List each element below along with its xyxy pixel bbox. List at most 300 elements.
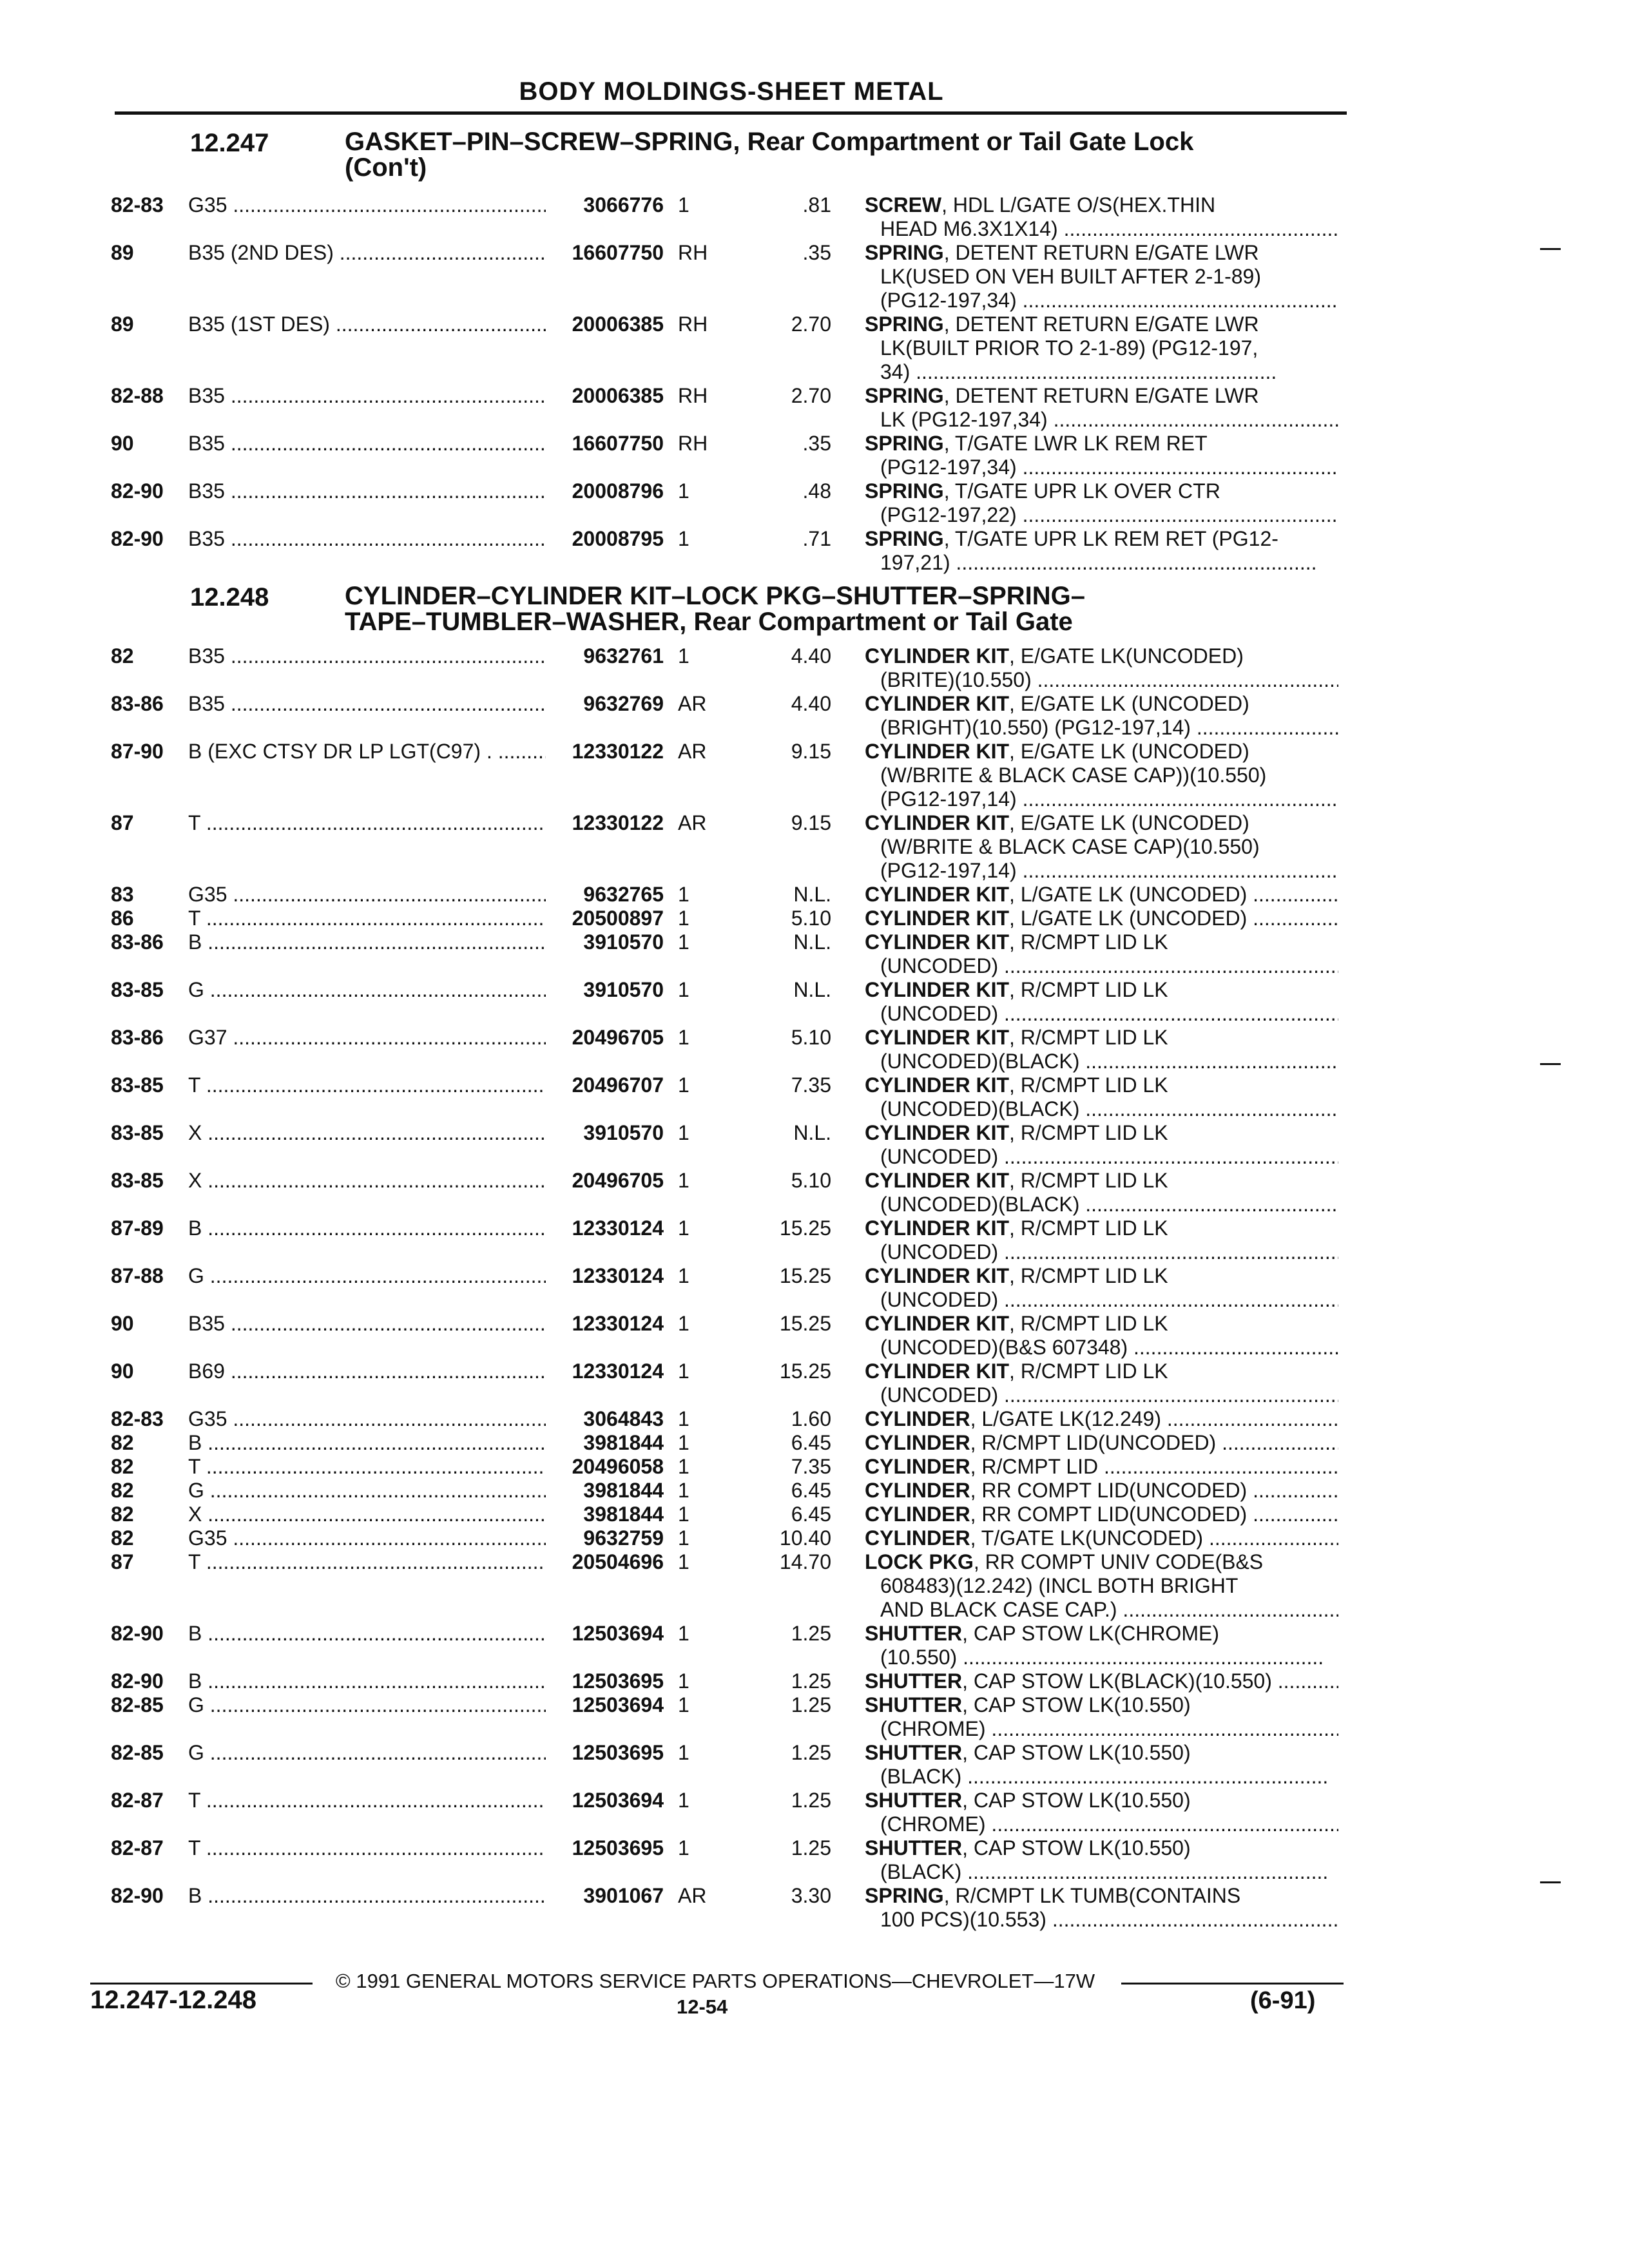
row-quantity: AR [678, 811, 707, 834]
row-model: T ..... [188, 907, 546, 930]
description-line [865, 241, 1338, 265]
row-part-number: 12330124 [572, 1312, 664, 1335]
row-year: 82 [111, 1526, 134, 1550]
row-quantity: 1 [678, 1669, 689, 1693]
description-keyword: CYLINDER KIT [865, 1073, 1009, 1097]
row-quantity: 1 [678, 527, 689, 550]
row-price: 1.25 [791, 1741, 831, 1764]
row-model: X ..... [188, 1169, 546, 1193]
row-quantity: 1 [678, 1026, 689, 1049]
row-year: 89 [111, 312, 134, 336]
margin-mark [1540, 1881, 1561, 1883]
section-title-line: GASKET–PIN–SCREW–SPRING, Rear Compartment or Tail Gate Lock [345, 128, 1194, 156]
row-quantity: AR [678, 1884, 707, 1907]
description-line [865, 930, 1338, 954]
row-model: B35 ..... [188, 527, 546, 551]
row-year: 82-85 [111, 1741, 164, 1764]
section-title-line: TAPE–TUMBLER–WASHER, Rear Compartment or Tail Gate [345, 608, 1073, 636]
row-model: G35 ..... [188, 193, 546, 217]
description-detail: , DETENT RETURN E/GATE LWR [943, 384, 1259, 407]
description-detail: , E/GATE LK (UNCODED) [1009, 692, 1249, 715]
description-detail: , CAP STOW LK(BLACK)(10.550) [962, 1669, 1272, 1693]
description-keyword: CYLINDER KIT [865, 1312, 1009, 1335]
row-price: .81 [802, 193, 831, 216]
description-line [865, 312, 1338, 336]
row-description [865, 811, 1338, 883]
description-line [865, 1693, 1338, 1717]
description-line [865, 1836, 1338, 1860]
row-part-number: 12503694 [572, 1622, 664, 1645]
description-detail: , R/CMPT LID [970, 1455, 1099, 1478]
row-part-number: 3910570 [583, 1121, 664, 1144]
row-quantity: RH [678, 241, 708, 264]
description-line [865, 193, 1338, 217]
description-keyword: CYLINDER KIT [865, 644, 1009, 668]
row-description [865, 1073, 1338, 1121]
description-keyword: SHUTTER [865, 1741, 963, 1764]
row-price: 5.10 [791, 907, 831, 930]
row-part-number: 16607750 [572, 241, 664, 264]
description-detail: , T/GATE LWR LK REM RET [943, 432, 1208, 455]
description-line [865, 740, 1338, 764]
row-year: 82-90 [111, 1622, 164, 1645]
row-part-number: 20504696 [572, 1550, 664, 1573]
description-line: (BLACK) ..... [865, 1860, 1338, 1884]
row-quantity: 1 [678, 1622, 689, 1645]
row-price: N.L. [793, 883, 831, 906]
description-line [865, 1407, 1338, 1431]
row-part-number: 20500897 [572, 907, 664, 930]
row-description [865, 692, 1338, 740]
row-part-number: 9632759 [583, 1526, 664, 1550]
margin-mark [1540, 248, 1561, 250]
row-price: 2.70 [791, 384, 831, 407]
description-line: (UNCODED) ..... [865, 954, 1338, 978]
row-quantity: 1 [678, 1407, 689, 1430]
description-line: (PG12-197,14) ..... [865, 787, 1338, 811]
row-year: 90 [111, 1360, 134, 1383]
row-price: 6.45 [791, 1503, 831, 1526]
row-price: 9.15 [791, 811, 831, 834]
row-quantity: 1 [678, 1169, 689, 1192]
row-year: 83-86 [111, 930, 164, 954]
row-part-number: 12503695 [572, 1741, 664, 1764]
description-line: (UNCODED)(BLACK) ..... [865, 1193, 1338, 1216]
row-part-number: 12330122 [572, 740, 664, 763]
row-model: G35 ..... [188, 1526, 546, 1550]
description-line: LK(USED ON VEH BUILT AFTER 2-1-89) [880, 265, 1261, 288]
row-part-number: 3066776 [583, 193, 664, 216]
row-price: 1.25 [791, 1622, 831, 1645]
row-part-number: 12503694 [572, 1693, 664, 1716]
description-line: HEAD M6.3X1X14) ..... [865, 217, 1338, 241]
description-line [865, 1431, 1338, 1455]
row-year: 82-83 [111, 1407, 164, 1430]
row-price: 5.10 [791, 1026, 831, 1049]
row-quantity: 1 [678, 1503, 689, 1526]
description-line: 100 PCS)(10.553) ..... [865, 1908, 1338, 1932]
row-year: 87-90 [111, 740, 164, 763]
row-year: 89 [111, 241, 134, 264]
row-part-number: 9632761 [583, 644, 664, 668]
description-keyword: SHUTTER [865, 1669, 963, 1693]
row-quantity: RH [678, 432, 708, 455]
description-line [865, 1264, 1338, 1288]
footer-section-range: 12.247-12.248 [90, 1986, 257, 2014]
row-year: 82-85 [111, 1693, 164, 1716]
description-line: (PG12-197,14) ..... [865, 859, 1338, 883]
row-year: 83-85 [111, 1169, 164, 1192]
description-keyword: CYLINDER KIT [865, 1121, 1009, 1144]
section-title-line: CYLINDER–CYLINDER KIT–LOCK PKG–SHUTTER–SPRING– [345, 582, 1086, 610]
row-price: 3.30 [791, 1884, 831, 1907]
description-detail: , CAP STOW LK(CHROME) [962, 1622, 1219, 1645]
row-model: B (EXC CTSY DR LP LGT(C97) . ..... [188, 740, 546, 764]
description-detail: , R/CMPT LID LK [1009, 1169, 1168, 1192]
row-quantity: 1 [678, 1836, 689, 1860]
row-part-number: 9632769 [583, 692, 664, 715]
row-price: 1.25 [791, 1789, 831, 1812]
row-year: 87 [111, 811, 134, 834]
row-description [865, 1312, 1338, 1360]
row-part-number: 12330124 [572, 1264, 664, 1287]
row-model: T ..... [188, 1073, 546, 1097]
description-line [865, 978, 1338, 1002]
description-line: (W/BRITE & BLACK CASE CAP)(10.550) [880, 835, 1260, 858]
row-description [865, 1550, 1338, 1622]
description-line [865, 1312, 1338, 1336]
row-description [865, 1503, 1338, 1526]
description-keyword: CYLINDER KIT [865, 1169, 1009, 1192]
description-keyword: SPRING [865, 432, 944, 455]
description-detail: , DETENT RETURN E/GATE LWR [943, 241, 1259, 264]
row-quantity: 1 [678, 1550, 689, 1573]
row-year: 83-86 [111, 692, 164, 715]
row-price: 1.25 [791, 1693, 831, 1716]
row-description [865, 1431, 1338, 1455]
row-model: B ..... [188, 1216, 546, 1240]
row-year: 87 [111, 1550, 134, 1573]
description-line: LK (PG12-197,34) ..... [865, 408, 1338, 432]
row-year: 90 [111, 432, 134, 455]
description-line: (BRITE)(10.550) ..... [865, 668, 1338, 692]
row-price: 6.45 [791, 1479, 831, 1502]
row-part-number: 20496707 [572, 1073, 664, 1097]
description-line [865, 527, 1338, 551]
row-price: N.L. [793, 978, 831, 1001]
row-description [865, 312, 1338, 384]
row-price: 15.25 [779, 1264, 831, 1287]
row-description [865, 384, 1338, 432]
footer-date-code: (6-91) [1250, 1987, 1316, 2014]
footer-page-number: 12-54 [677, 1995, 728, 2018]
row-description [865, 1526, 1338, 1550]
row-part-number: 20496705 [572, 1026, 664, 1049]
row-model: G ..... [188, 1264, 546, 1288]
row-description [865, 1121, 1338, 1169]
description-line [865, 1216, 1338, 1240]
row-model: X ..... [188, 1503, 546, 1526]
row-description [865, 479, 1338, 527]
row-quantity: 1 [678, 907, 689, 930]
description-keyword: SHUTTER [865, 1789, 963, 1812]
description-keyword: SCREW [865, 193, 942, 216]
row-part-number: 9632765 [583, 883, 664, 906]
description-line [865, 1479, 1338, 1503]
row-year: 83 [111, 883, 134, 906]
row-quantity: 1 [678, 1526, 689, 1550]
row-year: 82 [111, 1431, 134, 1454]
row-price: 14.70 [779, 1550, 831, 1573]
row-description [865, 1622, 1338, 1669]
description-line [865, 644, 1338, 668]
description-detail: , RR COMPT LID(UNCODED) [970, 1479, 1248, 1502]
row-part-number: 3901067 [583, 1884, 664, 1907]
row-model: B35 ..... [188, 1312, 546, 1336]
row-description [865, 432, 1338, 479]
footer-rule-left [90, 1983, 313, 1984]
description-line: (UNCODED) ..... [865, 1002, 1338, 1026]
description-detail: , E/GATE LK(UNCODED) [1009, 644, 1244, 668]
description-line: (W/BRITE & BLACK CASE CAP))(10.550) [880, 764, 1267, 787]
footer-rule-right [1121, 1983, 1344, 1984]
description-line [865, 692, 1338, 716]
row-model: B35 ..... [188, 644, 546, 668]
description-line [865, 1026, 1338, 1050]
description-keyword: SPRING [865, 312, 944, 336]
description-keyword: CYLINDER KIT [865, 1216, 1009, 1240]
description-line: (PG12-197,22) ..... [865, 503, 1338, 527]
row-model: G37 ..... [188, 1026, 546, 1050]
row-part-number: 12503694 [572, 1789, 664, 1812]
row-model: T ..... [188, 1455, 546, 1479]
row-year: 82 [111, 1503, 134, 1526]
description-keyword: SPRING [865, 384, 944, 407]
section-title-line: (Con't) [345, 153, 427, 182]
row-price: 7.35 [791, 1455, 831, 1478]
description-keyword: CYLINDER [865, 1479, 970, 1502]
description-detail: , CAP STOW LK(10.550) [962, 1789, 1191, 1812]
row-part-number: 12503695 [572, 1669, 664, 1693]
row-description [865, 740, 1338, 811]
row-year: 83-86 [111, 1026, 164, 1049]
row-description [865, 1026, 1338, 1073]
row-quantity: AR [678, 692, 707, 715]
description-line [865, 1503, 1338, 1526]
row-price: 7.35 [791, 1073, 831, 1097]
row-description [865, 1169, 1338, 1216]
row-description [865, 978, 1338, 1026]
description-line [865, 432, 1338, 456]
description-line [865, 1669, 1338, 1693]
row-quantity: 1 [678, 479, 689, 503]
row-model: B ..... [188, 1622, 546, 1646]
row-year: 82-90 [111, 479, 164, 503]
row-year: 82-83 [111, 193, 164, 216]
description-line [865, 907, 1338, 930]
description-keyword: SPRING [865, 479, 944, 503]
row-description [865, 1693, 1338, 1741]
row-model: B35 ..... [188, 384, 546, 408]
description-keyword: CYLINDER KIT [865, 907, 1009, 930]
description-line [865, 384, 1338, 408]
description-line: (PG12-197,34) ..... [865, 456, 1338, 479]
description-keyword: CYLINDER KIT [865, 740, 1009, 763]
row-part-number: 3064843 [583, 1407, 664, 1430]
description-line: AND BLACK CASE CAP.) ..... [865, 1598, 1338, 1622]
row-description [865, 1741, 1338, 1789]
description-line [865, 1121, 1338, 1145]
row-part-number: 12330124 [572, 1360, 664, 1383]
row-part-number: 12330124 [572, 1216, 664, 1240]
row-model: B69 ..... [188, 1360, 546, 1383]
description-detail: , CAP STOW LK(10.550) [962, 1836, 1191, 1860]
row-price: 1.25 [791, 1836, 831, 1860]
row-model: B ..... [188, 930, 546, 954]
row-year: 87-89 [111, 1216, 164, 1240]
description-keyword: CYLINDER KIT [865, 811, 1009, 834]
row-model: B ..... [188, 1884, 546, 1908]
description-line [865, 1550, 1338, 1574]
description-detail: , R/CMPT LID LK [1009, 978, 1168, 1001]
row-year: 87-88 [111, 1264, 164, 1287]
row-model: G ..... [188, 1479, 546, 1503]
description-line [865, 1741, 1338, 1765]
row-model: B35 (1ST DES) ..... [188, 312, 546, 336]
description-detail: , R/CMPT LID LK [1009, 1073, 1168, 1097]
row-year: 82 [111, 1479, 134, 1502]
row-description [865, 930, 1338, 978]
section-number: 12.247 [190, 129, 269, 157]
row-year: 82-88 [111, 384, 164, 407]
description-keyword: CYLINDER KIT [865, 692, 1009, 715]
row-description [865, 1264, 1338, 1312]
row-price: 6.45 [791, 1431, 831, 1454]
row-description [865, 1455, 1338, 1479]
description-line: (UNCODED)(BLACK) ..... [865, 1097, 1338, 1121]
description-line [865, 1622, 1338, 1646]
description-detail: , RR COMPT LID(UNCODED) [970, 1503, 1248, 1526]
row-part-number: 3910570 [583, 930, 664, 954]
row-quantity: 1 [678, 1312, 689, 1335]
description-detail: , R/CMPT LID LK [1009, 1121, 1168, 1144]
row-quantity: AR [678, 740, 707, 763]
row-model: B35 ..... [188, 432, 546, 456]
row-price: N.L. [793, 1121, 831, 1144]
row-price: 5.10 [791, 1169, 831, 1192]
description-detail: , T/GATE LK(UNCODED) [970, 1526, 1204, 1550]
description-detail: , R/CMPT LID LK [1009, 1312, 1168, 1335]
row-year: 82 [111, 644, 134, 668]
description-line [865, 1884, 1338, 1908]
description-line: (CHROME) ..... [865, 1812, 1338, 1836]
description-line [865, 1073, 1338, 1097]
row-description [865, 241, 1338, 312]
description-keyword: SHUTTER [865, 1693, 963, 1716]
row-price: 15.25 [779, 1360, 831, 1383]
row-model: B ..... [188, 1431, 546, 1455]
row-part-number: 20496058 [572, 1455, 664, 1478]
description-line: (UNCODED) ..... [865, 1383, 1338, 1407]
description-detail: , R/CMPT LID LK [1009, 1360, 1168, 1383]
row-price: N.L. [793, 930, 831, 954]
description-keyword: CYLINDER KIT [865, 978, 1009, 1001]
description-line: (10.550) ..... [865, 1646, 1338, 1669]
description-line [865, 1789, 1338, 1812]
row-year: 82-87 [111, 1836, 164, 1860]
description-detail: , HDL L/GATE O/S(HEX.THIN [941, 193, 1216, 216]
description-keyword: CYLINDER [865, 1431, 970, 1454]
row-description [865, 1669, 1338, 1693]
row-quantity: 1 [678, 1431, 689, 1454]
row-description [865, 1407, 1338, 1431]
row-part-number: 12330122 [572, 811, 664, 834]
row-price: .71 [802, 527, 831, 550]
description-line: (UNCODED) ..... [865, 1288, 1338, 1312]
description-keyword: CYLINDER KIT [865, 1264, 1009, 1287]
description-detail: , R/CMPT LID LK [1009, 1264, 1168, 1287]
row-quantity: 1 [678, 883, 689, 906]
row-description [865, 193, 1338, 241]
row-part-number: 16607750 [572, 432, 664, 455]
description-keyword: CYLINDER KIT [865, 1360, 1009, 1383]
row-quantity: RH [678, 312, 708, 336]
row-quantity: 1 [678, 1360, 689, 1383]
row-price: .35 [802, 432, 831, 455]
description-detail: , T/GATE UPR LK REM RET (PG12- [943, 527, 1278, 550]
description-keyword: SPRING [865, 241, 944, 264]
row-model: T ..... [188, 1836, 546, 1860]
row-quantity: 1 [678, 1789, 689, 1812]
description-detail: , DETENT RETURN E/GATE LWR [943, 312, 1259, 336]
page-header-title: BODY MOLDINGS-SHEET METAL [519, 77, 944, 106]
description-line [865, 1360, 1338, 1383]
row-quantity: 1 [678, 193, 689, 216]
description-detail: , CAP STOW LK(10.550) [962, 1741, 1191, 1764]
row-part-number: 20006385 [572, 384, 664, 407]
footer-copyright: © 1991 GENERAL MOTORS SERVICE PARTS OPERATIONS—CHEVROLET—17W [335, 1970, 1095, 1992]
description-detail: , CAP STOW LK(10.550) [962, 1693, 1191, 1716]
row-description [865, 1479, 1338, 1503]
row-quantity: 1 [678, 1455, 689, 1478]
row-price: 15.25 [779, 1312, 831, 1335]
row-part-number: 20006385 [572, 312, 664, 336]
description-line [865, 1526, 1338, 1550]
row-quantity: 1 [678, 1216, 689, 1240]
row-price: 10.40 [779, 1526, 831, 1550]
row-price: 4.40 [791, 692, 831, 715]
row-year: 83-85 [111, 1121, 164, 1144]
row-part-number: 3981844 [583, 1503, 664, 1526]
description-keyword: CYLINDER KIT [865, 930, 1009, 954]
margin-mark [1540, 1063, 1561, 1065]
description-line: (UNCODED) ..... [865, 1145, 1338, 1169]
row-description [865, 883, 1338, 907]
row-year: 82-90 [111, 1884, 164, 1907]
row-model: G ..... [188, 1741, 546, 1765]
description-detail: , T/GATE UPR LK OVER CTR [943, 479, 1220, 503]
row-description [865, 907, 1338, 930]
row-year: 90 [111, 1312, 134, 1335]
description-keyword: CYLINDER KIT [865, 883, 1009, 906]
row-price: 1.60 [791, 1407, 831, 1430]
description-detail: , R/CMPT LID LK [1009, 1026, 1168, 1049]
row-year: 83-85 [111, 978, 164, 1001]
description-keyword: CYLINDER [865, 1407, 970, 1430]
description-line: (UNCODED)(BLACK) ..... [865, 1050, 1338, 1073]
description-keyword: SPRING [865, 527, 944, 550]
row-year: 82 [111, 1455, 134, 1478]
